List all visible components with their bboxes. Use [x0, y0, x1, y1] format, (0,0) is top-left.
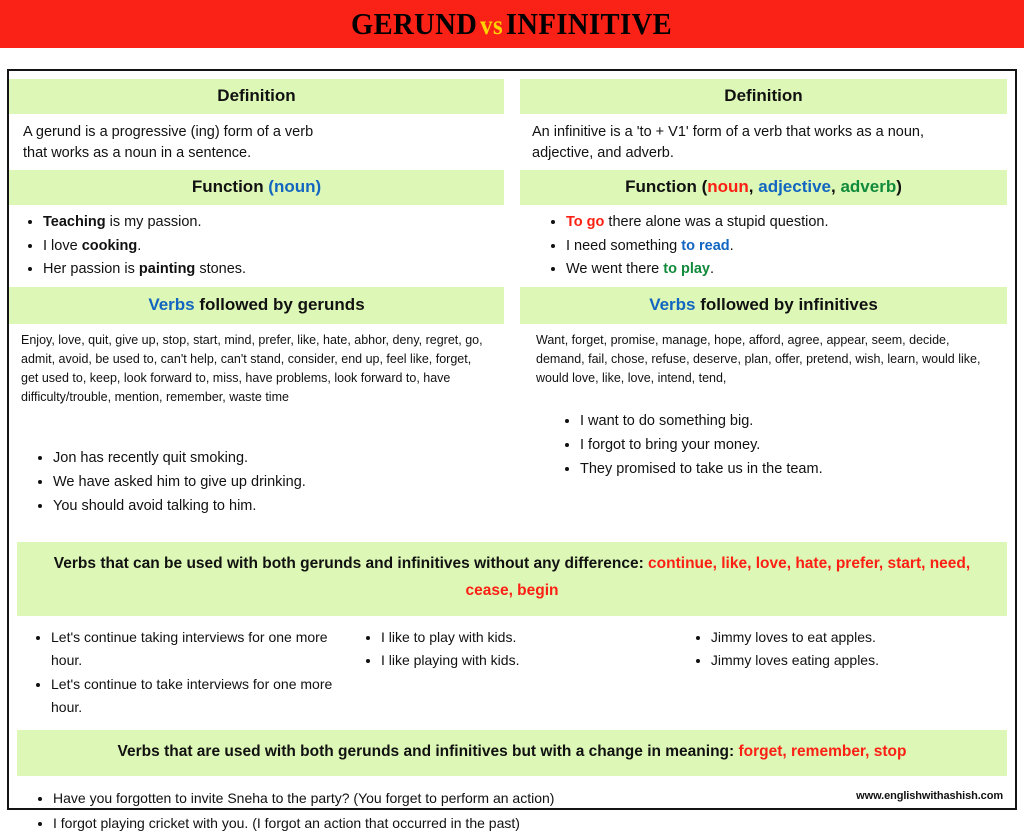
infinitive-verb-list: Want, forget, promise, manage, hope, afford, agree, appear, seem, decide, demand, fail, chose, refuse, deserve, plan, offer, pretend, wish, learn, would like, would love, like, love, intend, tend,: [536, 333, 981, 386]
list-item: • They promised to take us in the team.: [580, 458, 997, 482]
gerund-function-paren-close: ): [315, 177, 322, 197]
gerund-definition-line-1: A gerund is a progressive (ing) form of a verb: [23, 124, 314, 140]
infinitive-function-paren-open: (: [701, 177, 708, 197]
gerund-function-examples: [9, 205, 504, 287]
gerund-example-3-keyword: painting: [138, 261, 196, 277]
gerund-example-3-pre: Her passion is: [43, 261, 139, 277]
both-example-column-2: [347, 626, 677, 720]
gerund-function-paren-open: (: [268, 177, 274, 197]
gerund-column-function: [9, 170, 512, 287]
title-infinitive: INFINITIVE: [506, 6, 673, 41]
gerund-definition-line-2: that works as a noun in a sentence.: [23, 145, 252, 162]
list-item: [566, 235, 997, 258]
infinitive-function-adverb: adverb: [840, 177, 897, 197]
both-no-difference-heading: [17, 542, 1007, 615]
gerund-verbs-heading: [9, 287, 504, 324]
definition-row: [9, 71, 1015, 170]
list-item: [43, 235, 494, 258]
infinitive-sentence-examples: [520, 400, 1007, 491]
both-no-difference-heading-black: Verbs that can be used with both gerunds and infinitives without any difference:: [53, 555, 649, 573]
footer-website: www.englishwithashish.com: [856, 790, 1003, 802]
gerund-verbs-heading-rest: followed by gerunds: [194, 295, 365, 315]
gerund-example-3-rest: stones.: [195, 261, 247, 277]
change-in-meaning-heading-red: forget, remember, stop: [738, 742, 907, 760]
page-title: [351, 6, 672, 42]
list-item: • I forgot playing cricket with you. (I forgot an action that occurred in the past): [53, 811, 1005, 836]
gerund-example-2-rest: .: [137, 237, 142, 254]
infinitive-example-1-rest: there alone was a stupid question.: [604, 214, 829, 231]
both-no-difference-examples: [9, 616, 1015, 724]
gerund-verbs-heading-keyword: Verbs: [148, 295, 195, 315]
list-item: • We have asked him to give up drinking.: [53, 471, 494, 495]
gerund-function-heading: [9, 170, 504, 205]
content-frame: [7, 69, 1017, 832]
infinitive-example-3-rest: .: [710, 261, 715, 277]
title-gerund: GERUND: [351, 6, 478, 41]
infinitive-function-noun: noun: [707, 177, 749, 197]
infinitive-definition-line-2: adjective, and adverb.: [532, 145, 674, 162]
gerund-column-verbs: [9, 287, 512, 528]
change-in-meaning-heading-black: Verbs that are used with both gerunds and infinitives but with a change in meaning:: [117, 742, 739, 760]
infinitive-column-definition: [512, 71, 1015, 170]
verbs-row: [9, 287, 1015, 528]
list-item: • I like playing with kids.: [381, 649, 677, 673]
title-vs: vs: [480, 10, 504, 40]
infinitive-verbs-heading: [520, 287, 1007, 324]
infinitive-function-label: Function: [625, 177, 702, 197]
list-item: • Have you forgotten to invite Sneha to the party? (You forget to perform an action): [53, 786, 1005, 811]
gerund-sentence-examples: [9, 437, 504, 528]
list-item: [566, 211, 997, 234]
list-item: • Let's continue taking interviews for one more hour.: [51, 626, 347, 673]
infinitive-definition-text: [520, 114, 1007, 170]
gerund-verb-list: Enjoy, love, quit, give up, stop, start, mind, prefer, like, hate, abhor, deny, regret, go, admit, avoid, be used to, can't help, can't stand, consider, end up, feel like, forget, get used to, keep, look forward to, miss, have problems, look forward to, have difficulty/trouble, mention, remember, waste time: [21, 333, 483, 405]
infinitive-verbs-heading-rest: followed by infinitives: [695, 295, 878, 315]
list-item: [43, 258, 494, 281]
change-in-meaning-examples: [9, 776, 1015, 836]
infinitive-example-1-keyword: To go: [566, 214, 605, 231]
list-item: • Jimmy loves to eat apples.: [711, 626, 1007, 650]
infinitive-column-verbs: [512, 287, 1015, 528]
both-example-column-1: [17, 626, 347, 720]
list-item: • Jon has recently quit smoking.: [53, 447, 494, 471]
infinitive-function-heading: [520, 170, 1007, 205]
list-item: • I forgot to bring your money.: [580, 434, 997, 458]
both-no-difference-heading-red: continue, like, love, hate, prefer, start, need, cease, begin: [465, 555, 971, 600]
gerund-definition-text: [9, 114, 504, 170]
list-item: • Jimmy loves eating apples.: [711, 649, 1007, 673]
both-example-column-3: [677, 626, 1007, 720]
infinitive-function-sep-1: ,: [748, 177, 759, 197]
infinitive-function-examples: [520, 205, 1007, 287]
infinitive-definition-heading: Definition: [520, 79, 1007, 114]
infinitive-example-2-rest: .: [729, 237, 734, 254]
infinitive-example-3-keyword: to play: [663, 261, 710, 277]
change-in-meaning-heading: [17, 730, 1007, 777]
gerund-example-2-pre: I love: [43, 237, 82, 254]
gerund-function-label: Function: [191, 177, 269, 197]
list-item: • You should avoid talking to him.: [53, 495, 494, 519]
list-item: [566, 258, 997, 281]
infinitive-function-sep-2: ,: [831, 177, 841, 197]
infinitive-column-function: [512, 170, 1015, 287]
list-item: • Let's continue to take interviews for one more hour.: [51, 673, 347, 720]
title-banner: [0, 0, 1024, 48]
list-item: • I want to do something big.: [580, 410, 997, 434]
gerund-example-2-keyword: cooking: [81, 237, 138, 254]
gerund-example-1-keyword: Teaching: [43, 214, 106, 231]
gerund-function-noun: noun: [273, 177, 316, 197]
infinitive-function-paren-close: ): [896, 177, 902, 197]
gerund-column-definition: [9, 71, 512, 170]
list-item: • I like to play with kids.: [381, 626, 677, 650]
list-item: [43, 211, 494, 234]
infinitive-definition-line-1: An infinitive is a 'to + V1' form of a verb that works as a noun,: [532, 124, 924, 140]
infinitive-example-3-pre: We went there: [566, 261, 664, 277]
infinitive-example-2-pre: I need something: [566, 237, 682, 254]
infinitive-example-2-keyword: to read: [681, 237, 730, 254]
gerund-example-1-rest: is my passion.: [105, 214, 202, 231]
infinitive-verbs-heading-keyword: Verbs: [649, 295, 696, 315]
infinitive-function-adjective: adjective: [758, 177, 832, 197]
function-row: [9, 170, 1015, 287]
gerund-definition-heading: Definition: [9, 79, 504, 114]
